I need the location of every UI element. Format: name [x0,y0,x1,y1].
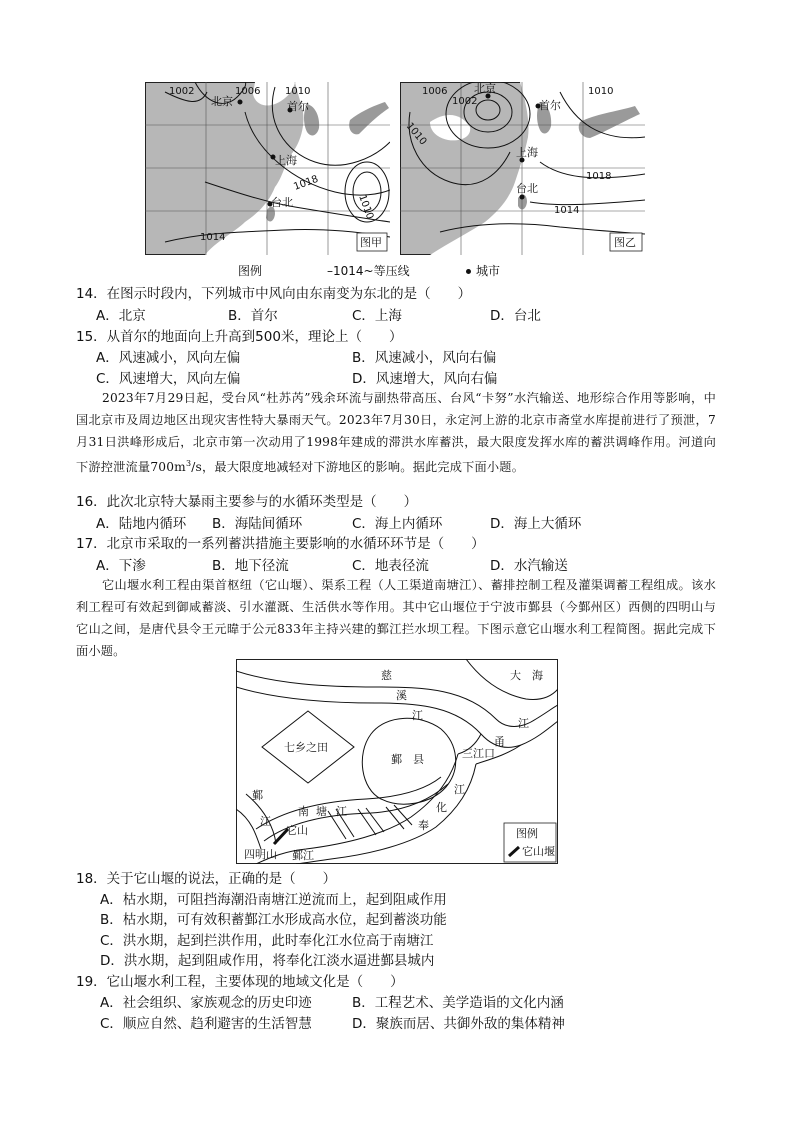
question-16-stem: 16．此次北京特大暴雨主要参与的水循环类型是（ ） [76,494,418,510]
city-label-taipei: 台北 [271,196,293,209]
q16-option-d[interactable]: D．海上大循环 [490,516,582,532]
label-qixiang: 七乡之田 [284,741,328,754]
q19-option-d[interactable]: D．聚族而居、共御外敌的集体精神 [352,1016,565,1032]
city-label-shanghai: 上海 [516,146,538,159]
tashan-weir-diagram [236,659,558,864]
city-dot-icon [466,269,471,274]
city-label-seoul: 首尔 [287,100,309,113]
label-cixi-3: 江 [412,709,423,722]
q19-option-a[interactable]: A．社会组织、家族观念的历史印迹 [100,995,312,1011]
legend-title: 图例 [238,264,263,278]
q17-option-b[interactable]: B．地下径流 [212,558,289,574]
label-yinxian: 鄞 县 [391,753,424,766]
q15-option-d[interactable]: D．风速增大，风向右偏 [352,371,498,387]
passage-text: 2023年7月29日起，受台风“杜苏芮”残余环流与副热带高压、台风“卡努”水汽输送、地形综合作用等影响，中国北京市及周边地区出现灾害性特大暴雨天气。2023年7月30日，永定河上游的北京市斋堂水库提前进行了预泄，7月31日洪峰形成后，北京市第一次动用了1998年建成的滞洪水库蓄洪，最大限度发挥水库的蓄洪调峰作用。河道向下游控泄流量700m [76,391,716,475]
q16-option-a[interactable]: A．陆地内循环 [96,516,187,532]
isobar-label: 1018 [586,171,612,182]
isobar-label: 1006 [422,86,448,97]
label-nantang-3: 江 [336,805,347,818]
label-fenghua-2: 化 [436,801,447,814]
q14-option-c[interactable]: C．上海 [352,308,402,324]
label-cixi-2: 溪 [396,689,407,702]
label-tashan: 它山 [286,824,308,837]
map-jia-label: 图甲 [360,236,382,249]
isobar-label: 1018 [292,173,320,193]
city-label-beijing: 北京 [211,95,233,108]
passage-text: /s，最大限度地减轻对下游地区的影响。据此完成下面小题。 [191,460,525,475]
question-14-stem: 14．在图示时段内，下列城市中风向由东南变为东北的是（ ） [76,286,472,302]
q19-option-c[interactable]: C．顺应自然、趋利避害的生活智慧 [100,1016,312,1032]
diagram-legend-item: 它山堰 [522,845,555,858]
q18-option-b[interactable]: B．枯水期，可有效积蓄鄞江水形成高水位，起到蓄淡功能 [100,912,447,928]
q15-option-c[interactable]: C．风速增大，风向左偏 [96,371,241,387]
city-label-seoul: 首尔 [539,99,561,112]
isobar-label: 1010 [285,86,311,97]
question-15-stem: 15．从首尔的地面向上升高到500米，理论上（ ） [76,329,403,345]
q18-option-d[interactable]: D．洪水期，起到阻咸作用，将奉化江淡水逼进鄞县城内 [100,953,435,969]
q17-option-c[interactable]: C．地表径流 [352,558,429,574]
label-sanjiangkou: 三江口 [462,747,495,760]
label-yin-left-1: 鄞 [252,789,263,802]
label-cixi-1: 慈 [381,669,392,682]
q15-option-a[interactable]: A．风速减小，风向左偏 [96,350,241,366]
question-17-stem: 17．北京市采取的一系列蓄洪措施主要影响的水循环环节是（ ） [76,536,485,552]
label-sea: 大 海 [510,669,543,682]
isobar-label: 1014 [554,205,580,216]
city-label-shanghai: 上海 [275,154,297,167]
diagram-legend-title: 图例 [516,827,538,840]
isobar-label: 1010 [356,193,376,221]
q18-option-c[interactable]: C．洪水期，起到拦洪作用，此时奉化江水位高于南塘江 [100,933,434,949]
q16-option-c[interactable]: C．海上内循环 [352,516,443,532]
label-nantang-1: 南 [298,805,309,818]
legend-city [466,262,500,279]
label-yong-2: 甬 [494,735,505,748]
q17-option-a[interactable]: A．下渗 [96,558,146,574]
legend-isobar-sample: –1014 [327,264,364,278]
q14-option-a[interactable]: A．北京 [96,308,146,324]
legend-isobar-text: ~等压线 [363,264,410,278]
question-19-stem: 19．它山堰水利工程，主要体现的地域文化是（ ） [76,974,404,990]
question-18-stem: 18．关于它山堰的说法，正确的是（ ） [76,871,337,887]
label-yong-1: 江 [518,717,529,730]
isobar-label: 1002 [169,86,195,97]
label-nantang-2: 塘 [316,805,327,818]
superscript: 3 [185,459,192,468]
legend-isobar [327,262,410,279]
label-yin-left-2: 江 [260,815,271,828]
isobar-label: 1010 [403,120,429,148]
q16-option-b[interactable]: B．海陆间循环 [212,516,303,532]
weather-map-yi [400,82,645,255]
label-fenghua-3: 奉 [418,819,429,832]
isobar-label: 1010 [588,86,614,97]
isobar-label: 1006 [235,86,261,97]
q17-option-d[interactable]: D．水汽输送 [490,558,568,574]
q14-option-d[interactable]: D．台北 [490,308,541,324]
q14-option-b[interactable]: B．首尔 [228,308,278,324]
q19-option-b[interactable]: B．工程艺术、美学造诣的文化内涵 [352,995,564,1011]
weather-map-jia [145,82,390,255]
label-fenghua-1: 江 [454,783,465,796]
map-yi-label: 图乙 [614,236,636,249]
passage-tashan-weir: 它山堰水利工程由渠首枢纽（它山堰）、渠系工程（人工渠道南塘江）、蓄排控制工程及灌渠调蓄工程组成。该水利工程可有效起到御咸蓄淡、引水灌溉、生活供水等作用。其中它山堰位于宁波市鄞县（今鄞州区）西侧的四明山与它山之间，是唐代县令王元暐于公元833年主持兴建的鄞江拦水坝工程。下图示意它山堰水利工程简图。据此完成下面小题。 [76,578,716,658]
passage-beijing-rainstorm [76,387,716,478]
isobar-label: 1002 [452,96,478,107]
q15-option-b[interactable]: B．风速减小，风向右偏 [352,350,497,366]
q18-option-a[interactable]: A．枯水期，可阻挡海潮沿南塘江逆流而上，起到阻咸作用 [100,892,447,908]
legend-city-text: 城市 [476,264,501,278]
label-siming: 四明山 [244,848,277,861]
city-label-beijing: 北京 [474,82,496,95]
city-label-taipei: 台北 [516,182,538,195]
isobar-label: 1014 [200,232,226,243]
label-yinjiang: 鄞江 [292,849,314,862]
